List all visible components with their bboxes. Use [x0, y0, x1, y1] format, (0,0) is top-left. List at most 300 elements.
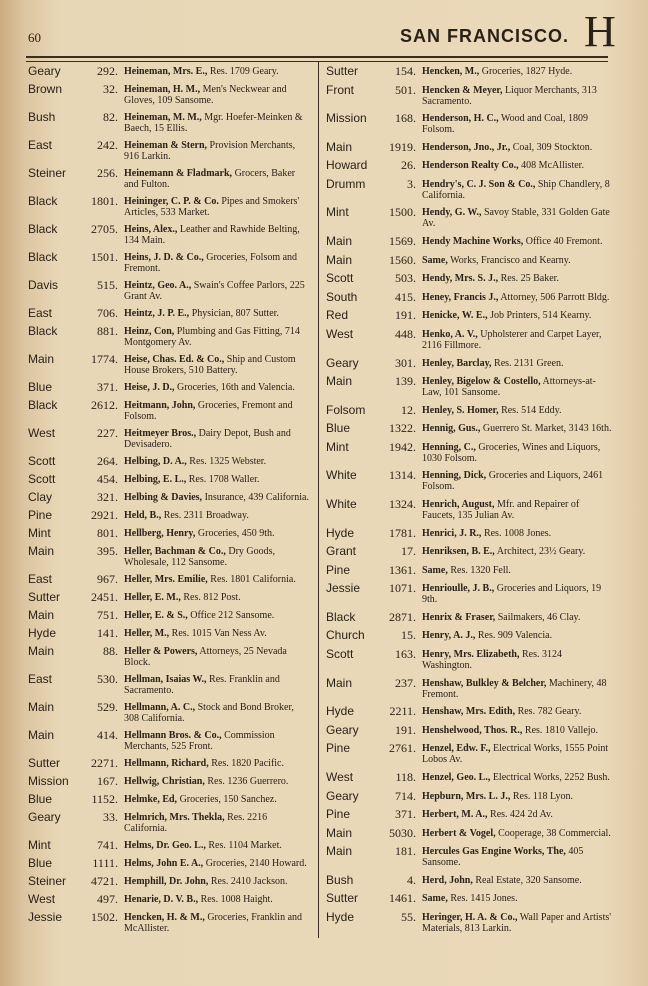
directory-entry — [28, 626, 310, 640]
listing-name: Herd, John, — [422, 874, 473, 886]
exchange-name: White — [326, 468, 357, 483]
listing-text — [422, 497, 614, 521]
phone-number: 454. — [97, 472, 118, 486]
listing-name: Hendry's, C. J. Son & Co., — [422, 178, 536, 190]
directory-entry — [326, 628, 614, 642]
directory-entry — [28, 398, 310, 422]
phone-number: 141. — [97, 626, 118, 640]
phone-number: 529. — [97, 700, 118, 714]
listing-text — [124, 792, 310, 805]
listing-name: Heller, Mrs. Emilie, — [124, 574, 208, 585]
listing-name: Henshaw, Bulkley & Belcher, — [422, 677, 547, 689]
listing-text — [422, 526, 614, 539]
listing-text — [124, 278, 310, 302]
listing-name: Helbing, E. L., — [124, 474, 187, 485]
phone-number: 395. — [97, 544, 118, 558]
phone-number: 118. — [395, 769, 416, 784]
listing-details: Res. 1015 Van Ness Av. — [169, 628, 267, 639]
directory-entry — [326, 789, 614, 803]
directory-entry — [326, 374, 614, 398]
exchange-name: Steiner — [28, 874, 67, 888]
phone-number: 1919. — [389, 139, 416, 154]
listing-details: Mfr. and Repairer of Faucets, 135 Julian Av. — [422, 498, 580, 521]
listing-details: Res. 1820 Pacific. — [208, 758, 284, 769]
listing-name: Hellwig, Christian, — [124, 776, 205, 787]
listing-details: Res. 2311 Broadway. — [161, 510, 249, 521]
listing-text — [422, 253, 614, 266]
exchange-name: Geary — [326, 722, 359, 737]
listing-name: Helbing & Davies, — [124, 492, 203, 503]
listing-text — [422, 374, 614, 398]
listing-text — [124, 508, 310, 521]
directory-entry — [326, 563, 614, 577]
listing-text — [124, 526, 310, 539]
listing-details: Res. 2410 Jackson. — [208, 876, 288, 887]
directory-entry — [326, 327, 614, 351]
directory-entry — [28, 194, 310, 218]
listing-details: Groceries, 16th and Valencia. — [174, 382, 295, 393]
exchange-name: Hyde — [326, 909, 355, 924]
exchange-name: Jessie — [28, 910, 63, 924]
directory-entry — [326, 468, 614, 492]
directory-entry — [28, 250, 310, 274]
listing-details: Res. 1709 Geary. — [207, 66, 279, 77]
listing-text — [124, 644, 310, 668]
listing-name: Henley, Bigelow & Costello, — [422, 376, 541, 388]
phone-number: 264. — [97, 454, 118, 468]
listing-name: Hencken, H. & M., — [124, 912, 205, 923]
phone-number: 321. — [97, 490, 118, 504]
exchange-name: Main — [28, 608, 55, 622]
listing-name: Henley, S. Homer, — [422, 404, 499, 416]
exchange-name: Steiner — [28, 166, 67, 180]
directory-entry — [28, 166, 310, 190]
listing-text — [422, 468, 614, 492]
exchange-name: Geary — [326, 788, 359, 803]
page-header — [0, 0, 648, 60]
exchange-name: Grant — [326, 544, 357, 559]
directory-entry — [326, 205, 614, 229]
listing-text — [422, 205, 614, 229]
listing-details: Leather and Rawhide Belting, 134 Main. — [124, 224, 300, 246]
listing-text — [124, 856, 310, 869]
exchange-name: Scott — [28, 454, 56, 468]
exchange-name: Pine — [28, 508, 53, 522]
listing-details: Wall Paper and Artists' Materials, 813 Larkin. — [422, 911, 612, 934]
directory-entry — [326, 234, 614, 248]
phone-number: 3. — [407, 176, 416, 191]
listing-details: Res. 1810 Vallejo. — [522, 724, 599, 736]
exchange-name: Jessie — [326, 581, 361, 596]
exchange-name: West — [28, 892, 56, 906]
exchange-name: Mint — [28, 526, 51, 540]
directory-entry — [326, 891, 614, 905]
exchange-name: Scott — [326, 271, 354, 286]
listing-text — [422, 308, 614, 321]
listing-name: Henley, Barclay, — [422, 357, 492, 369]
listing-name: Heller, E. & S., — [124, 610, 188, 621]
phone-number: 1361. — [389, 562, 416, 577]
exchange-name: Front — [326, 82, 355, 97]
directory-entry — [326, 676, 614, 700]
directory-entry — [28, 508, 310, 522]
listing-text — [422, 140, 614, 153]
phone-number: 301. — [395, 355, 416, 370]
listing-name: Heller & Powers, — [124, 646, 198, 657]
phone-number: 1461. — [389, 891, 416, 906]
listing-name: Henarie, D. V. B., — [124, 894, 199, 905]
listing-name: Heller, Bachman & Co., — [124, 546, 226, 557]
listing-details: Job Printers, 514 Kearny. — [487, 310, 592, 322]
listing-name: Henry, A. J., — [422, 630, 476, 642]
phone-number: 55. — [401, 909, 416, 924]
listing-text — [124, 166, 310, 190]
phone-number: 4721. — [91, 874, 118, 888]
exchange-name: Clay — [28, 490, 53, 504]
listing-name: Same, — [422, 564, 448, 576]
listing-details: Groceries, Wines and Liquors, 1030 Folsom. — [422, 441, 601, 464]
listing-text — [124, 194, 310, 218]
directory-entry — [28, 810, 310, 834]
listing-text — [422, 327, 614, 351]
exchange-name: Sutter — [28, 590, 61, 604]
listing-details: Groceries and Liquors, 2461 Folsom. — [422, 470, 604, 493]
directory-entry — [326, 253, 614, 267]
directory-entry — [28, 526, 310, 540]
directory-entry — [28, 792, 310, 806]
listing-details: Res. 1801 California. — [207, 574, 296, 585]
listing-name: Heitmeyer Bros., — [124, 428, 197, 439]
directory-entry — [28, 644, 310, 668]
exchange-name: Main — [28, 644, 55, 658]
directory-entry — [326, 741, 614, 765]
listing-details: Savoy Stable, 331 Golden Gate Av. — [422, 207, 610, 230]
directory-entry — [28, 324, 310, 348]
listing-name: Helms, John E. A., — [124, 858, 204, 869]
listing-name: Hencken & Meyer, — [422, 84, 503, 96]
directory-entry — [326, 526, 614, 540]
exchange-name: Red — [326, 308, 349, 323]
exchange-name: Mint — [326, 439, 349, 454]
directory-entry — [28, 838, 310, 852]
exchange-name: White — [326, 496, 357, 511]
listing-name: Hercules Gas Engine Works, The, — [422, 846, 566, 858]
listing-name: Helmke, Ed, — [124, 794, 178, 805]
phone-number: 714. — [395, 788, 416, 803]
directory-entry — [28, 756, 310, 770]
listing-name: Hepburn, Mrs. L. J., — [422, 790, 511, 802]
directory-entry — [28, 572, 310, 586]
listing-text — [124, 756, 310, 769]
phone-number: 2705. — [91, 222, 118, 236]
listing-details: Pipes and Smokers' Articles, 533 Market. — [124, 196, 300, 218]
phone-number: 154. — [395, 64, 416, 78]
listing-text — [422, 83, 614, 107]
directory-entry — [326, 647, 614, 671]
listing-name: Heller, E. M., — [124, 592, 181, 603]
listing-name: Henzel, Geo. L., — [422, 771, 491, 783]
directory-entry — [28, 222, 310, 246]
listing-name: Heineman, H. M., — [124, 84, 201, 95]
phone-number: 448. — [395, 326, 416, 341]
directory-entry — [326, 271, 614, 285]
directory-entry — [326, 610, 614, 624]
phone-number: 530. — [97, 672, 118, 686]
directory-entry — [326, 910, 614, 934]
listing-name: Hemphill, Dr. John, — [124, 876, 209, 887]
listing-name: Helms, Dr. Geo. L., — [124, 840, 206, 851]
listing-details: Groceries, 1827 Hyde. — [479, 66, 573, 77]
listing-details: Real Estate, 320 Sansome. — [472, 874, 582, 886]
listing-details: Grocers, Baker and Fulton. — [124, 168, 296, 190]
phone-number: 4. — [407, 872, 416, 887]
exchange-name: Blue — [28, 380, 53, 394]
exchange-name: Bush — [28, 110, 56, 124]
listing-name: Henko, A. V., — [422, 328, 478, 340]
listing-text — [422, 704, 614, 717]
directory-entry — [326, 770, 614, 784]
listing-text — [422, 421, 614, 434]
phone-number: 191. — [395, 308, 416, 323]
listing-text — [124, 774, 310, 787]
listing-name: Heineman & Stern, — [124, 140, 208, 151]
listing-name: Heney, Francis J., — [422, 291, 499, 303]
exchange-name: Main — [28, 700, 55, 714]
phone-number: 415. — [395, 289, 416, 304]
directory-entry — [326, 290, 614, 304]
phone-number: 82. — [103, 110, 118, 124]
exchange-name: Main — [326, 825, 353, 840]
phone-number: 227. — [97, 426, 118, 440]
exchange-name: Geary — [28, 810, 61, 824]
listing-text — [124, 490, 310, 503]
listing-name: Heinemann & Fladmark, — [124, 168, 233, 179]
phone-number: 515. — [97, 278, 118, 292]
city-heading: SAN FRANCISCO. — [400, 26, 570, 46]
phone-number: 1774. — [91, 352, 118, 366]
directory-entry — [326, 356, 614, 370]
listing-text — [422, 544, 614, 557]
exchange-name: Sutter — [326, 64, 359, 78]
phone-number: 1500. — [389, 205, 416, 220]
listing-name: Herbert & Vogel, — [422, 827, 496, 839]
directory-entry — [326, 111, 614, 135]
listing-name: Heintz, Geo. A., — [124, 280, 192, 291]
exchange-name: Blue — [28, 856, 53, 870]
phone-number: 371. — [395, 807, 416, 822]
listing-text — [422, 910, 614, 934]
directory-entry — [28, 774, 310, 788]
phone-number: 5030. — [389, 825, 416, 840]
phone-number: 1501. — [91, 250, 118, 264]
exchange-name: Blue — [28, 792, 53, 806]
listing-details: Res. 1415 Jones. — [447, 893, 518, 905]
exchange-name: Main — [326, 252, 353, 267]
listing-text — [124, 64, 310, 77]
listing-text — [124, 626, 310, 639]
exchange-name: Scott — [28, 472, 56, 486]
listing-details: Res. 1325 Webster. — [186, 456, 267, 467]
directory-entry — [28, 472, 310, 486]
phone-number: 967. — [97, 572, 118, 586]
listing-text — [422, 741, 614, 765]
listing-text — [422, 891, 614, 904]
exchange-name: Main — [326, 675, 353, 690]
phone-number: 2612. — [91, 398, 118, 412]
listing-details: Res. 3124 Washington. — [422, 649, 562, 672]
listing-text — [422, 628, 614, 641]
listing-text — [422, 826, 614, 839]
exchange-name: Main — [28, 728, 55, 742]
exchange-name: Pine — [326, 741, 351, 756]
listing-name: Henicke, W. E., — [422, 310, 488, 322]
exchange-name: Pine — [326, 562, 351, 577]
directory-entry — [326, 83, 614, 107]
listing-details: Res. 812 Post. — [180, 592, 241, 603]
listing-details: Electrical Works, 1555 Point Lobos Av. — [422, 743, 609, 766]
listing-details: Liquor Merchants, 313 Sacramento. — [422, 84, 597, 107]
exchange-name: Black — [326, 609, 356, 624]
phone-number: 139. — [395, 374, 416, 389]
phone-number: 503. — [395, 271, 416, 286]
directory-entry — [28, 700, 310, 724]
exchange-name: Mint — [326, 205, 349, 220]
listing-name: Heise, Chas. Ed. & Co., — [124, 354, 225, 365]
listing-text — [124, 306, 310, 319]
exchange-name: Hyde — [28, 626, 57, 640]
listing-text — [422, 177, 614, 201]
phone-number: 414. — [97, 728, 118, 742]
phone-number: 1314. — [389, 468, 416, 483]
directory-entry — [326, 723, 614, 737]
phone-number: 1560. — [389, 252, 416, 267]
listing-details: Res. 909 Valencia. — [475, 630, 553, 642]
listing-details: Groceries, 450 9th. — [195, 528, 275, 539]
listing-text — [124, 838, 310, 851]
exchange-name: Main — [28, 544, 55, 558]
exchange-name: Geary — [326, 355, 359, 370]
listing-details: Res. 514 Eddy. — [498, 404, 562, 416]
listing-details: Groceries, 2140 Howard. — [203, 858, 307, 869]
exchange-name: Black — [28, 194, 58, 208]
listing-text — [422, 723, 614, 736]
listing-name: Hellman, Isaias W., — [124, 674, 207, 685]
listing-text — [124, 110, 310, 134]
listing-details: Groceries and Liquors, 19 9th. — [422, 583, 602, 606]
directory-entry — [326, 158, 614, 172]
directory-entry — [28, 454, 310, 468]
listing-text — [124, 82, 310, 106]
listing-details: Office 40 Fremont. — [523, 236, 603, 248]
listing-text — [422, 563, 614, 576]
phone-number: 1801. — [91, 194, 118, 208]
phone-number: 191. — [395, 722, 416, 737]
exchange-name: Church — [326, 628, 365, 643]
exchange-name: Main — [326, 844, 353, 859]
listing-text — [422, 271, 614, 284]
directory-entry — [326, 497, 614, 521]
listing-details: Cooperage, 38 Commercial. — [495, 827, 611, 839]
exchange-name: Hyde — [326, 704, 355, 719]
listing-details: Guerrero St. Market, 3143 16th. — [480, 423, 612, 435]
exchange-name: Geary — [28, 64, 61, 78]
listing-name: Same, — [422, 254, 448, 266]
listing-details: Res. 782 Geary. — [515, 706, 582, 718]
listing-name: Hendy, G. W., — [422, 207, 482, 219]
listing-name: Henrici, J. R., — [422, 527, 482, 539]
phone-number: 26. — [401, 158, 416, 173]
listing-details: Stock and Bond Broker, 308 California. — [124, 702, 294, 724]
listing-text — [124, 352, 310, 376]
directory-entry — [28, 306, 310, 320]
phone-number: 242. — [97, 138, 118, 152]
exchange-name: East — [28, 572, 53, 586]
listing-details: Res. Franklin and Sacramento. — [124, 674, 280, 696]
exchange-name: Folsom — [326, 402, 366, 417]
phone-number: 256. — [97, 166, 118, 180]
exchange-name: Mission — [28, 774, 69, 788]
listing-name: Henrioulle, J. B., — [422, 583, 495, 595]
listing-details: Mgr. Hoefer-Meinken & Baech, 15 Ellis. — [124, 112, 303, 134]
listing-name: Henderson Realty Co., — [422, 160, 519, 172]
listing-text — [422, 676, 614, 700]
listing-details: Res. 1708 Waller. — [186, 474, 260, 485]
exchange-name: Main — [326, 374, 353, 389]
exchange-name: Drumm — [326, 176, 366, 191]
phone-number: 741. — [97, 838, 118, 852]
listing-details: Res. 1008 Jones. — [481, 527, 552, 539]
listing-details: Res. 25 Baker. — [498, 273, 559, 285]
listing-name: Same, — [422, 893, 448, 905]
directory-entry — [28, 352, 310, 376]
listing-details: Physician, 807 Sutter. — [189, 308, 279, 319]
directory-entry — [326, 581, 614, 605]
listing-text — [124, 910, 310, 934]
listing-name: Helmrich, Mrs. Thekla, — [124, 812, 225, 823]
listing-details: 405 Sansome. — [422, 846, 584, 869]
phone-number: 32. — [103, 82, 118, 96]
listing-text — [422, 647, 614, 671]
phone-number: 1569. — [389, 234, 416, 249]
listing-name: Henderson, Jno., Jr., — [422, 141, 511, 153]
exchange-name: East — [28, 306, 53, 320]
listing-name: Heineman, M. M., — [124, 112, 202, 123]
listing-name: Heins, Alex., — [124, 224, 178, 235]
phone-number: 15. — [401, 628, 416, 643]
exchange-name: West — [28, 426, 56, 440]
listing-details: Attorneys-at-Law, 101 Sansome. — [422, 376, 596, 399]
directory-entry — [28, 64, 310, 78]
listing-details: Ship and Custom House Brokers, 510 Battery. — [124, 354, 296, 376]
directory-entry — [28, 490, 310, 504]
directory-entry — [326, 807, 614, 821]
phone-number: 497. — [97, 892, 118, 906]
directory-entry — [28, 608, 310, 622]
listing-name: Henrix & Fraser, — [422, 611, 496, 623]
listing-details: Office 212 Sansome. — [187, 610, 275, 621]
listing-name: Henzel, Edw. F., — [422, 743, 491, 755]
listing-name: Henning, Dick, — [422, 470, 487, 482]
exchange-name: Howard — [326, 158, 368, 173]
phone-number: 2451. — [91, 590, 118, 604]
listing-details: Provision Merchants, 916 Larkin. — [124, 140, 296, 162]
listing-text — [124, 472, 310, 485]
directory-entry — [28, 138, 310, 162]
listing-details: Men's Neckwear and Gloves, 109 Sansome. — [124, 84, 287, 106]
exchange-name: Black — [28, 222, 58, 236]
exchange-name: Main — [28, 352, 55, 366]
listing-name: Henning, C., — [422, 441, 476, 453]
